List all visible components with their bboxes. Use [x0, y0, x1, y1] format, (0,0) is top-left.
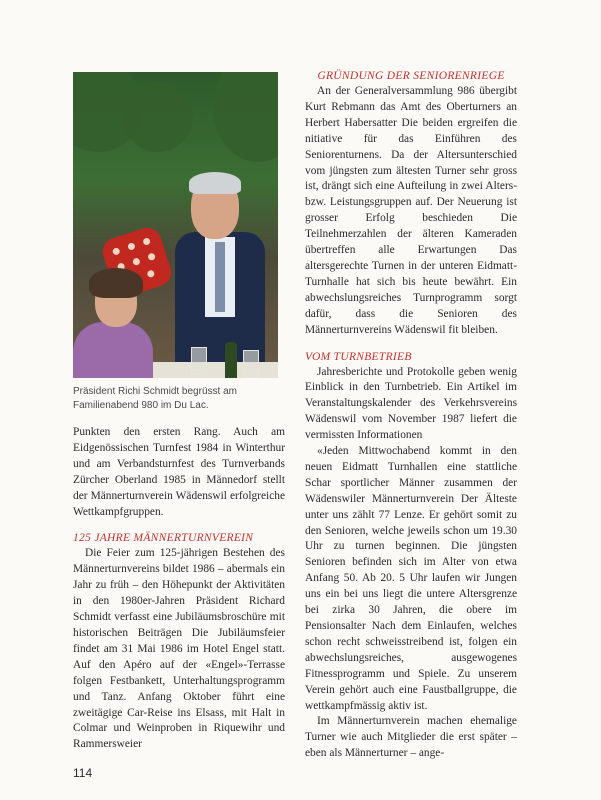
- page-number: 114: [73, 766, 93, 780]
- seniorenriege-paragraph: An der Generalversammlung 986 übergibt Kurt Rebmann das Amt des Oberturners an Herbert Habersatter Die beiden ergreifen die nitiative für das Einführen des Seniorenturnens. Da der Altersunterschied vom jüngsten zum ältesten Turner sehr gross ist, drängt sich eine Aufteilung in zwei Alters- bzw. Leistungsgruppen auf. Der Neuerung ist grosser Erfolg beschieden Die Teilnehmerzahlen der älteren Kameraden übertreffen alle Erwartungen Das altersgerechte Turnen in der unteren Eidmatt-Turnhalle hat sich bis heute bewährt. Ein abwechslungsreiches Turnprogramm sorgt dafür, dass die Senioren des Männerturnvereins Wädenswil fit bleiben.: [305, 85, 517, 336]
- quote-paragraph: «Jeden Mittwochabend kommt in den neuen Eidmatt Turnhallen eine stattliche Schar sportlicher Männer zusammen der Wädenswiler Männerturnverein Der Älteste unter uns zählt 77 Lenze. Er gehört somit zu den Senioren, welche jeweils schon um 19.30 Uhr zu turnen beginnen. Die jüngsten Senioren befinden sich im Alter von etwa Anfang 50. Ab 20. 5 Uhr laufen wir Jungen uns ein bei uns liegt die untere Altersgrenze bei zirka 30 Jahren, die obere im Pensionsalter Nach dem Einlaufen, welches schon recht schweisstreibend ist, folgen ein abwechslungsreiches, ausgewogenes Fitnessprogramm und Spiele. Zu unserem Verein gehört auch eine Faustballgruppe, die wettkampfmässig aktiv ist.: [305, 445, 517, 712]
- intro-paragraph: Punkten den ersten Rang. Auch am Eidgenössischen Turnfest 1984 in Winterthur und am Verbandsturnfest des Turnverbands Zürcher Oberland 1985 in Männedorf stellt der Männerturnverein Wädenswil erfolgreiche Wettkampfgruppen.: [73, 426, 285, 518]
- section-heading-turnbetrieb: VOM TURNBETRIEB: [305, 350, 412, 363]
- photo-president-familienabend: [73, 72, 278, 378]
- photo-caption: Präsident Richi Schmidt begrüsst am Familienabend 980 im Du Lac.: [73, 386, 237, 411]
- closing-paragraph: Im Männerturnverein machen ehemalige Turner wie auch Mitglieder die erst später – eben als Männerturner – ange-: [305, 715, 517, 760]
- turnbetrieb-paragraph: Jahresberichte und Protokolle geben wenig Einblick in den Turnbetrieb. Ein Artikel im Veranstaltungskalender des Verkehrsvereins Wädenswil vom November 1987 liefert die vermissten Informationen: [305, 365, 517, 442]
- section-heading-seniorenriege: GRÜNDUNG DER SENIORENRIEGE: [317, 70, 505, 82]
- left-text-block: [73, 425, 285, 753]
- jubilee-paragraph: Die Feier zum 125-jährigen Bestehen des Männerturnvereins bildet 1986 – abermals ein Jahr zu früh – den Höhepunkt der Aktivitäten in den 1980er-Jahren Präsident Richard Schmidt verfasst eine Jubiläumsbroschüre mit historischen Beiträgen Die Jubiläumsfeier findet am 31 Mai 1986 im Hotel Engel statt. Auf den Apéro auf der «Engel»-Terrasse folgen Festbankett, Unterhaltungsprogramm und Tanz. Anfang Oktober führt eine zweitägige Car-Reise ins Elsass, mit Halt in Colmar und Weinproben in Riquewihr und Rammersweier: [73, 547, 285, 751]
- section-heading-125-jahre: 125 JAHRE MÄNNERTURNVEREIN: [73, 532, 254, 545]
- left-column: [73, 72, 285, 753]
- right-column: [305, 70, 517, 762]
